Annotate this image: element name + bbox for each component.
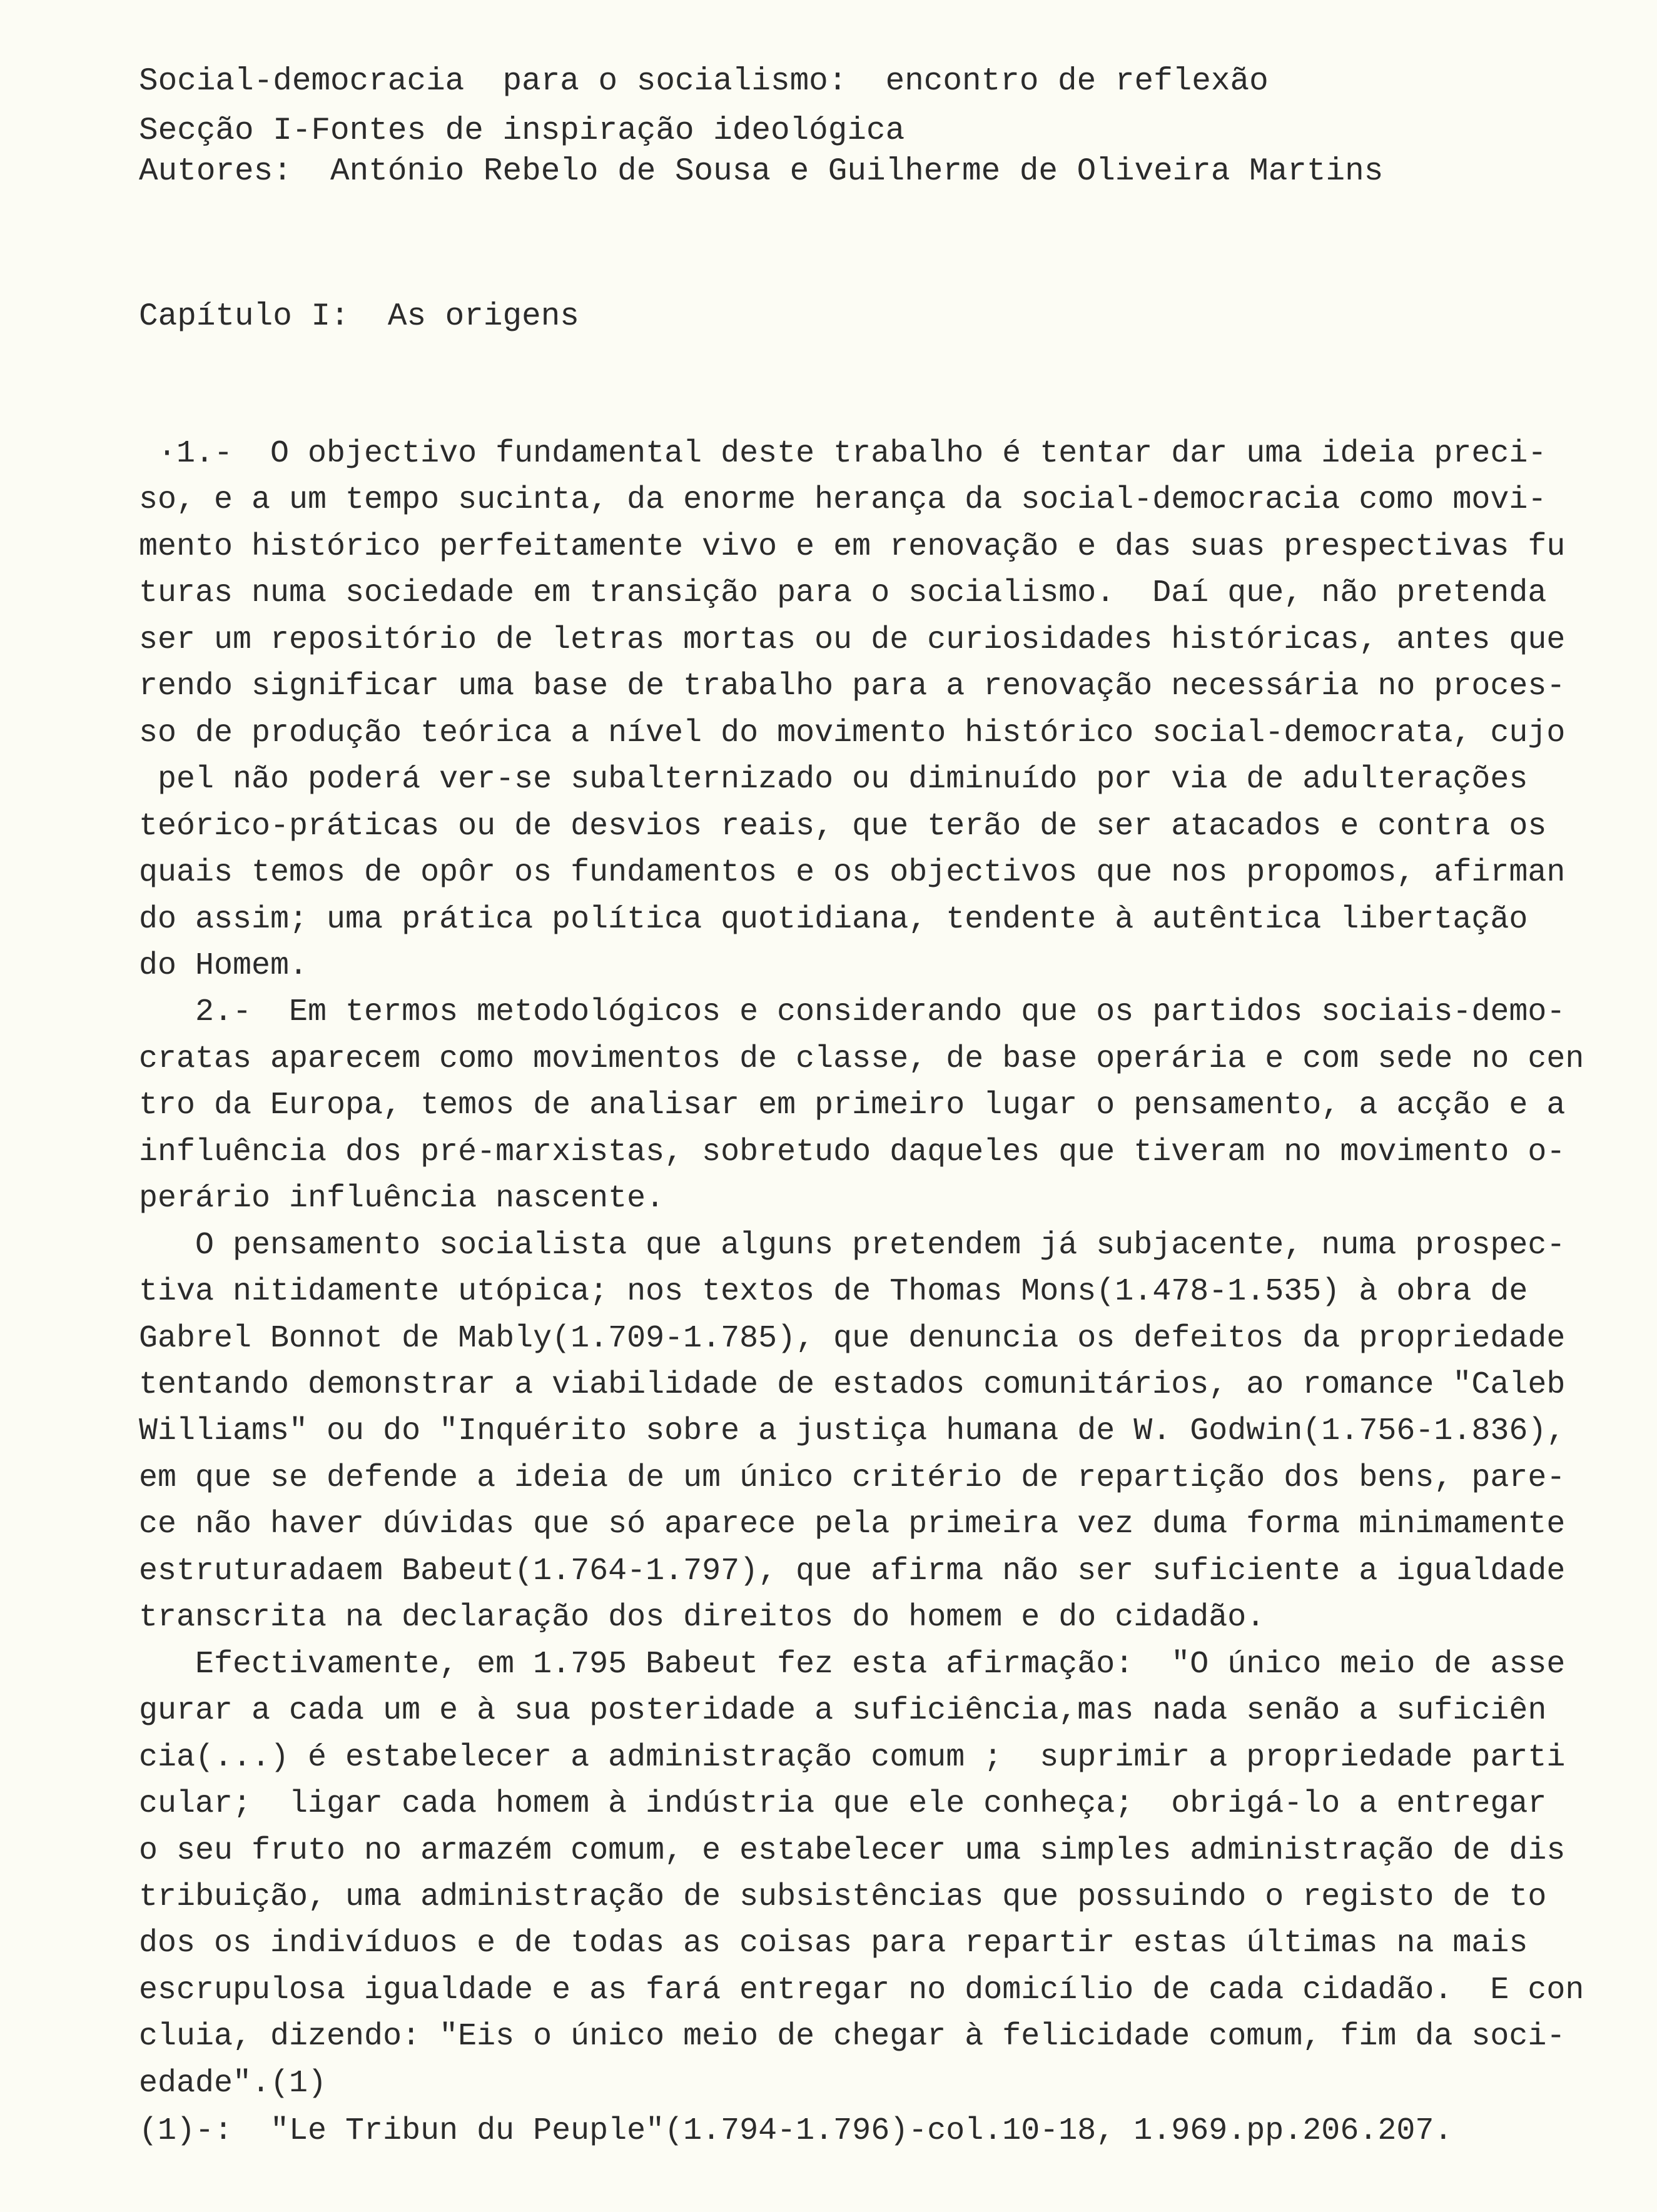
body-line: edade".(1) xyxy=(139,2065,327,2101)
body-line: cluia, dizendo: "Eis o único meio de chegar à felicidade comum, fim da soci- xyxy=(139,2019,1566,2055)
body-line: do Homem. xyxy=(139,947,308,984)
body-line: Gabrel Bonnot de Mably(1.709-1.785), que denuncia os defeitos da propriedade xyxy=(139,1320,1566,1356)
body-line: cratas aparecem como movimentos de classe, de base operária e com sede no cen xyxy=(139,1041,1584,1077)
body-line: escrupulosa igualdade e as fará entregar no domicílio de cada cidadão. E con xyxy=(139,1972,1584,2008)
chapter-heading: Capítulo I: As origens xyxy=(139,299,579,335)
body-line: dos os indivíduos e de todas as coisas para repartir estas últimas na mais xyxy=(139,1926,1528,1962)
body-line: so, e a um tempo sucinta, da enorme herança da social-democracia como movi- xyxy=(139,482,1547,518)
body-line: gurar a cada um e à sua posteridade a suficiência,mas nada senão a suficiên xyxy=(139,1693,1547,1729)
body-line: ser um repositório de letras mortas ou de curiosidades históricas, antes que xyxy=(139,622,1566,658)
body-line: Efectivamente, em 1.795 Babeut fez esta afirmação: "O único meio de asse xyxy=(139,1646,1566,1682)
document-title: Social-democracia para o socialismo: encontro de reflexão xyxy=(139,64,1269,99)
body-line: perário influência nascente. xyxy=(139,1181,665,1217)
body-line: so de produção teórica a nível do movimento histórico social-democrata, cujo xyxy=(139,715,1566,751)
body-line: em que se defende a ideia de um único critério de repartição dos bens, pare- xyxy=(139,1460,1566,1496)
body-line: 2.- Em termos metodológicos e considerando que os partidos sociais-demo- xyxy=(139,994,1566,1031)
body-line: quais temos de opôr os fundamentos e os objectivos que nos propomos, afirman xyxy=(139,855,1566,891)
body-line: do assim; uma prática política quotidiana, tendente à autêntica libertação xyxy=(139,901,1528,937)
body-line: cia(...) é estabelecer a administração comum ; suprimir a propriedade parti xyxy=(139,1739,1566,1775)
footnote: (1)-: "Le Tribun du Peuple"(1.794-1.796)-col.10-18, 1.969.pp.206.207. xyxy=(139,2113,1453,2149)
body-line: tribuição, uma administração de subsistências que possuindo o registo de to xyxy=(139,1879,1547,1915)
body-line: ce não haver dúvidas que só aparece pela primeira vez duma forma minimamente xyxy=(139,1507,1566,1543)
body-line: Williams" ou do "Inquérito sobre a justiça humana de W. Godwin(1.756-1.836), xyxy=(139,1413,1566,1450)
body-line: O pensamento socialista que alguns pretendem já subjacente, numa prospec- xyxy=(139,1227,1566,1263)
body-line: teórico-práticas ou de desvios reais, que terão de ser atacados e contra os xyxy=(139,808,1547,844)
body-line: ·1.- O objectivo fundamental deste trabalho é tentar dar uma ideia preci- xyxy=(139,436,1547,472)
body-line: turas numa sociedade em transição para o socialismo. Daí que, não pretenda xyxy=(139,575,1547,612)
body-line: tentando demonstrar a viabilidade de estados comunitários, ao romance "Caleb xyxy=(139,1367,1566,1403)
body-line: pel não poderá ver-se subalternizado ou diminuído por via de adulterações xyxy=(139,762,1528,798)
section-heading: Secção I-Fontes de inspiração ideológica xyxy=(139,113,905,149)
body-line: cular; ligar cada homem à indústria que ele conheça; obrigá-lo a entregar xyxy=(139,1786,1547,1822)
body-line: tiva nitidamente utópica; nos textos de Thomas Mons(1.478-1.535) à obra de xyxy=(139,1274,1528,1310)
authors-line: Autores: António Rebelo de Sousa e Guilherme de Oliveira Martins xyxy=(139,154,1384,189)
body-line: mento histórico perfeitamente vivo e em renovação e das suas prespectivas fu xyxy=(139,528,1566,565)
body-line: transcrita na declaração dos direitos do homem e do cidadão. xyxy=(139,1600,1265,1636)
body-line: estruturadaem Babeut(1.764-1.797), que afirma não ser suficiente a igualdade xyxy=(139,1553,1566,1589)
body-line: rendo significar uma base de trabalho para a renovação necessária no proces- xyxy=(139,669,1566,705)
body-line: influência dos pré-marxistas, sobretudo daqueles que tiveram no movimento o- xyxy=(139,1134,1566,1170)
body-line: tro da Europa, temos de analisar em primeiro lugar o pensamento, a acção e a xyxy=(139,1088,1566,1124)
body-line: o seu fruto no armazém comum, e estabelecer uma simples administração de dis xyxy=(139,1832,1566,1869)
